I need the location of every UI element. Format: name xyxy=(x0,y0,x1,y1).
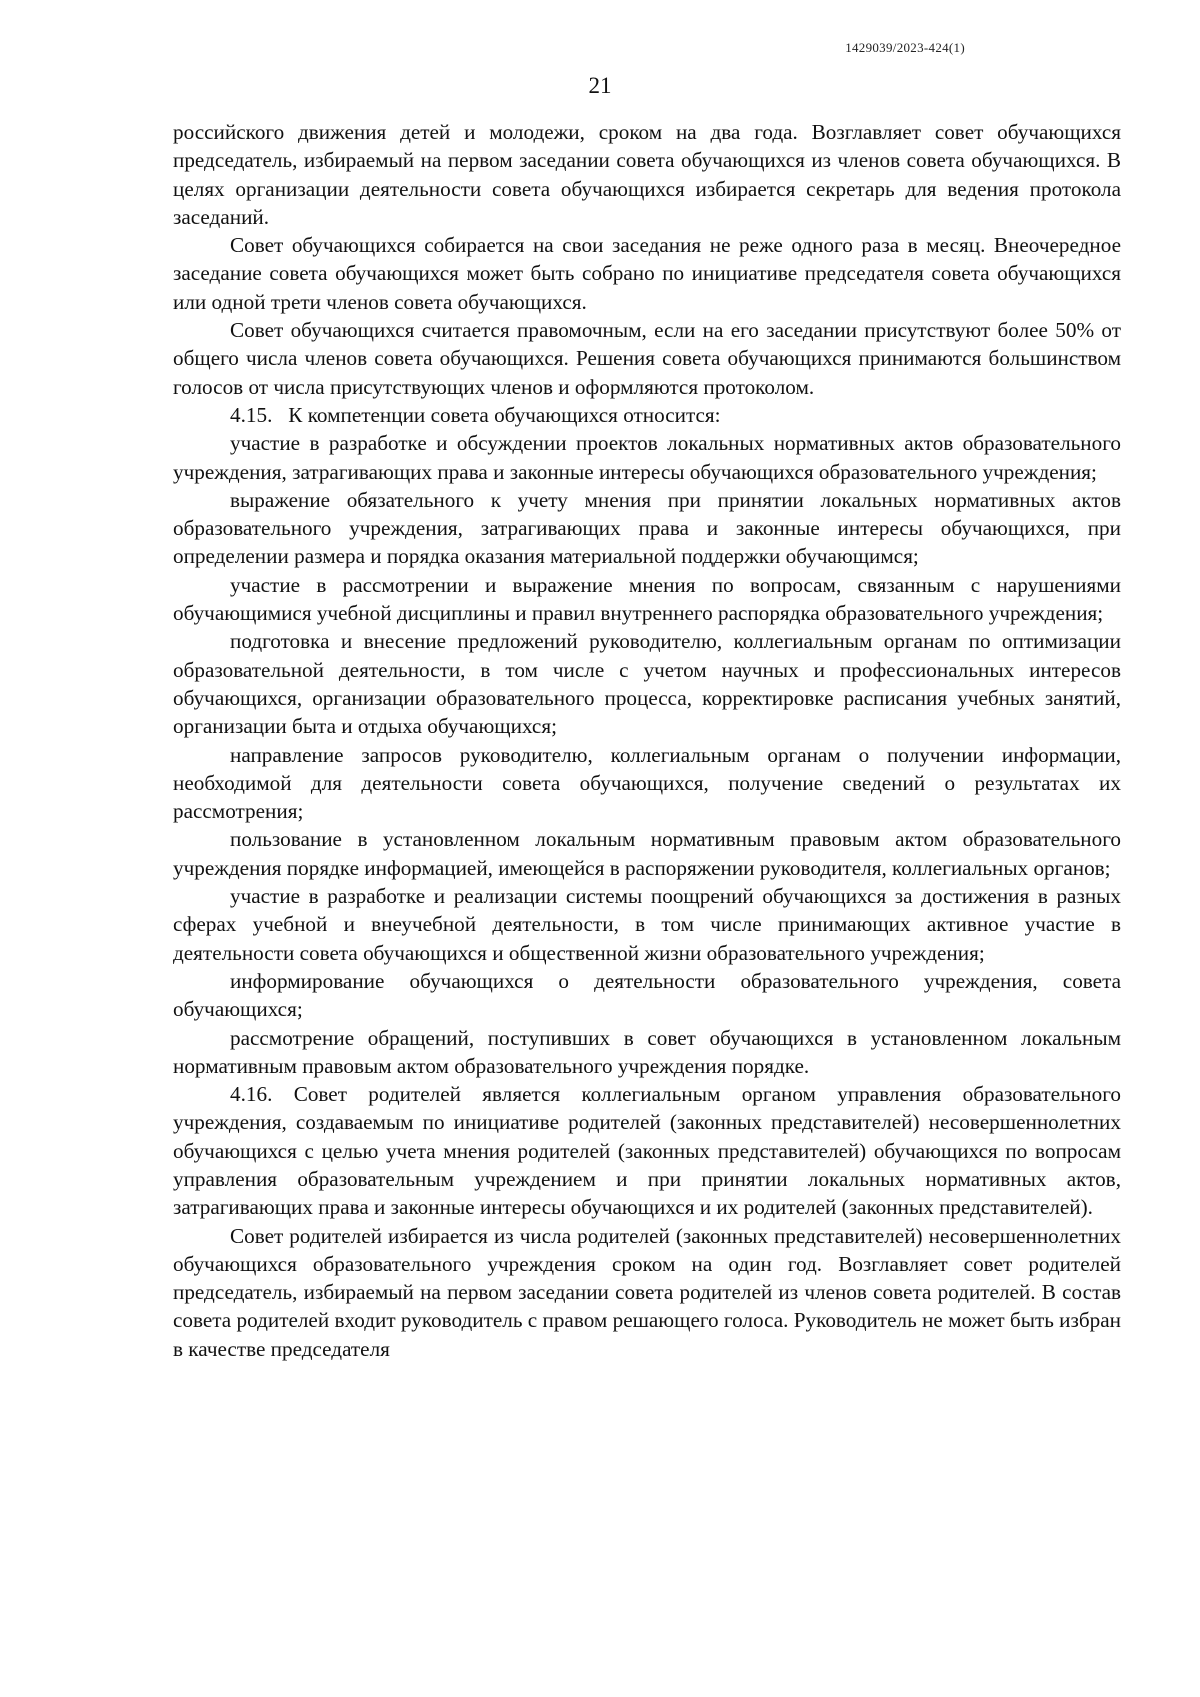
competence-item: участие в разработке и обсуждении проектов локальных нормативных актов образовательного учреждения, затрагивающих права и законные интересы обучающихся образовательного учреждения; xyxy=(173,431,1121,484)
competence-item: участие в разработке и реализации системы поощрений обучающихся за достижения в разных сферах учебной и внеучебной деятельности, в том числе принимающих активное участие в деятельности совета обучающихся и общественной жизни образовательного учреждения; xyxy=(173,884,1121,965)
competence-item: выражение обязательного к учету мнения при принятии локальных нормативных актов образовательного учреждения, затрагивающих права и законные интересы обучающихся, при определении размера и порядка оказания материальной поддержки обучающимся; xyxy=(173,487,1121,569)
page-number: 21 xyxy=(588,73,612,98)
document-body xyxy=(173,118,1121,1363)
competence-item: информирование обучающихся о деятельности образовательного учреждения, совета обучающихся; xyxy=(173,968,1121,1022)
competence-item: рассмотрение обращений, поступивших в совет обучающихся в установленном локальным нормативным правовым актом образовательного учреждения порядке. xyxy=(173,1025,1121,1078)
paragraph-council-quorum: Совет обучающихся считается правомочным, если на его заседании присутствуют более 50% от общего числа членов совета обучающихся. Решения совета обучающихся принимаются большинством голосов от числа присутствующих членов и оформляются протоколом. xyxy=(173,318,1121,399)
competence-item: пользование в установленном локальным нормативным правовым актом образовательного учреждения порядке информацией, имеющейся в распоряжении руководителя, коллегиальных органов; xyxy=(173,827,1121,880)
competence-item: подготовка и внесение предложений руководителю, коллегиальным органам по оптимизации образовательной деятельности, в том числе с учетом научных и профессиональных интересов обучающихся, организации образовательного процесса, корректировке расписания учебных занятий, организации быта и отдыха обучающихся; xyxy=(173,629,1121,739)
section-4-15-heading: 4.15. К компетенции совета обучающихся относится: xyxy=(230,402,721,427)
competence-item: направление запросов руководителю, коллегиальным органам о получении информации, необходимой для деятельности совета обучающихся, получение сведений о результатах их рассмотрения; xyxy=(173,742,1121,824)
paragraph-parents-council-election: Совет родителей избирается из числа родителей (законных представителей) несовершеннолетних обучающихся образовательного учреждения сроком на один год. Возглавляет совет родителей председатель, избираемый на первом заседании совета родителей из членов совета родителей. В состав совета родителей входит руководитель с правом решающего голоса. Руководитель не может быть избран в качестве председателя xyxy=(173,1223,1121,1361)
section-4-16-paragraph: 4.16. Совет родителей является коллегиальным органом управления образовательного учреждения, создаваемым по инициативе родителей (законных представителей) несовершеннолетних обучающихся с целью учета мнения родителей (законных представителей) обучающихся по вопросам управления образовательным учреждением и при принятии локальных нормативных актов, затрагивающих права и законные интересы обучающихся и их родителей (законных представителей). xyxy=(173,1082,1121,1220)
paragraph-continuation: российского движения детей и молодежи, сроком на два года. Возглавляет совет обучающихся председатель, избираемый на первом заседании совета обучающихся из членов совета обучающихся. В целях организации деятельности совета обучающихся избирается секретарь для ведения протокола заседаний. xyxy=(173,120,1121,229)
competence-item: участие в рассмотрении и выражение мнения по вопросам, связанным с нарушениями обучающимися учебной дисциплины и правил внутреннего распорядка образовательного учреждения; xyxy=(173,572,1121,626)
document-registration-number: 1429039/2023-424(1) xyxy=(845,40,965,55)
paragraph-council-meetings: Совет обучающихся собирается на свои заседания не реже одного раза в месяц. Внеочередное заседание совета обучающихся может быть собрано по инициативе председателя совета обучающихся или одной трети членов совета обучающихся. xyxy=(173,233,1121,314)
